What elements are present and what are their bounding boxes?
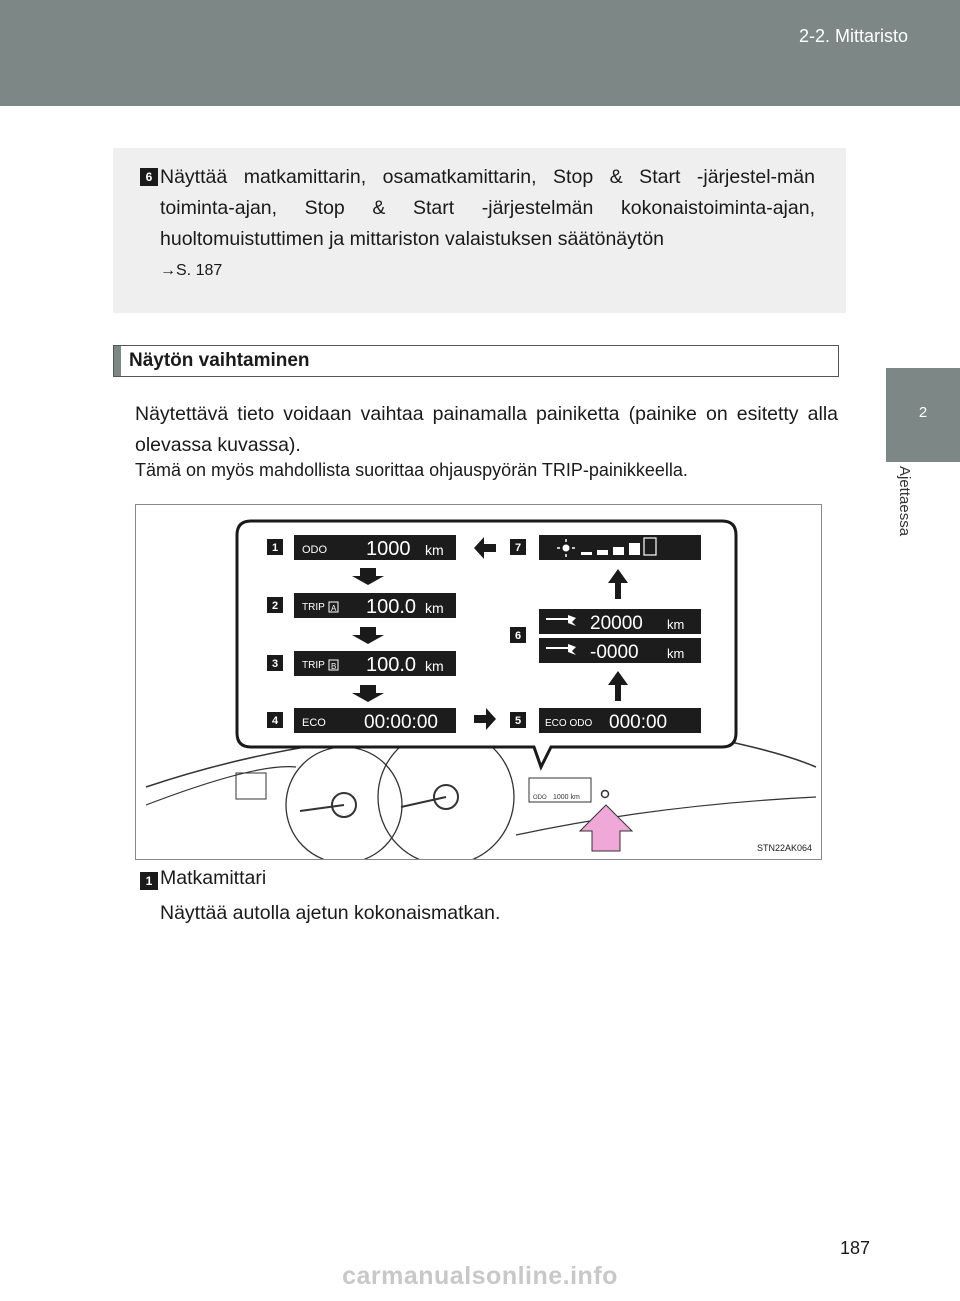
lcd-odo-unit: km <box>425 542 444 558</box>
page-number: 187 <box>840 1238 871 1258</box>
badge-7-text: 7 <box>514 542 522 554</box>
lcd-maintenance-2-value: -0000 <box>590 642 639 663</box>
page-header <box>0 0 960 106</box>
vent-icon <box>236 773 266 799</box>
badge-3-text: 3 <box>271 658 279 670</box>
heading-bar <box>114 346 121 376</box>
badge-5-text: 5 <box>514 715 522 727</box>
lcd-trip-b-unit: km <box>425 658 444 674</box>
lcd-odo-label: ODO <box>302 544 328 556</box>
lcd-maintenance-2-unit: km <box>667 646 685 661</box>
figure-code: STN22AK064 <box>756 843 812 853</box>
tachometer-needle <box>300 805 344 811</box>
lcd-maintenance-1-unit: km <box>667 617 685 632</box>
chapter-number: 2 <box>918 404 928 421</box>
dashboard-edge <box>146 767 296 805</box>
lcd-maintenance-1-value: 20000 <box>590 613 643 634</box>
cluster-odo-label: ODO <box>533 795 547 801</box>
lcd-eco-value: 00:00:00 <box>364 712 438 733</box>
item-title: Matkamittari <box>160 867 267 889</box>
lcd-trip-b-sub: B <box>331 662 337 671</box>
badge-4-text: 4 <box>271 715 279 727</box>
lcd-trip-a-value: 100.0 <box>366 596 417 618</box>
lcd-eco-label: ECO <box>302 717 326 729</box>
brightness-bar-4 <box>629 543 640 555</box>
lcd-trip-a-unit: km <box>425 600 444 616</box>
watermark-text: carmanualsonline.info <box>342 1262 618 1290</box>
section-heading-text: Näytön vaihtaminen <box>129 350 310 371</box>
illustration-svg <box>136 505 821 859</box>
info-text: Näyttää matkamittarin, osamatkamittarin, Stop & Start -järjestel-män toiminta-ajan, Stop & Start -järjestelmän kokonaistoiminta-ajan, huoltomuistuttimen ja mittariston valaistuksen säätönäytön <box>160 166 815 250</box>
cluster-odo-value: 1000 km <box>553 794 580 801</box>
lcd-trip-b-label: TRIP <box>302 660 325 671</box>
chapter-label-text: Ajettaessa <box>896 466 913 537</box>
info-box <box>113 148 846 313</box>
body-paragraph-1: Näytettävä tieto voidaan vaihtaa painamalla painiketta (painike on esitetty alla olevassa kuvassa). <box>135 403 838 456</box>
badge-6-text: 6 <box>514 630 522 642</box>
arrow-right-icon: → <box>160 262 176 279</box>
chapter-tab[interactable] <box>886 368 960 462</box>
lcd-trip-b-value: 100.0 <box>366 654 417 676</box>
brightness-bar-3 <box>613 547 624 555</box>
brightness-bar-2 <box>597 550 608 555</box>
sun-icon <box>563 545 570 552</box>
speedometer-needle <box>401 797 446 807</box>
chapter-label <box>886 462 960 562</box>
press-arrow-icon <box>580 805 632 851</box>
footer-watermark <box>0 1262 960 1301</box>
tachometer-gauge <box>286 747 402 859</box>
section-heading <box>113 345 839 377</box>
page-reference-text: S. 187 <box>176 262 223 279</box>
lcd-odo-value: 1000 <box>366 538 411 560</box>
section-title: 2-2. Mittaristo <box>798 26 908 46</box>
page-reference[interactable] <box>160 262 222 280</box>
lcd-trip-a-label: TRIP <box>302 602 325 613</box>
lcd-trip-a-sub: A <box>331 604 337 613</box>
lcd-eco-odo-label: ECO ODO <box>545 718 593 729</box>
body-paragraph-2: Tämä on myös mahdollista suorittaa ohjauspyörän TRIP-painikkeella. <box>135 460 688 480</box>
item-badge-6: 6 <box>140 168 158 186</box>
badge-2-text: 2 <box>271 600 279 612</box>
brightness-bar-1 <box>581 552 592 555</box>
trip-button[interactable] <box>602 791 609 798</box>
lcd-eco-odo-value: 000:00 <box>609 712 668 733</box>
item-badge-1: 1 <box>140 872 158 890</box>
dashboard-lower-edge <box>516 797 816 835</box>
item-description: Näyttää autolla ajetun kokonaismatkan. <box>160 902 501 924</box>
badge-1-text: 1 <box>271 542 279 554</box>
display-illustration <box>135 504 822 860</box>
